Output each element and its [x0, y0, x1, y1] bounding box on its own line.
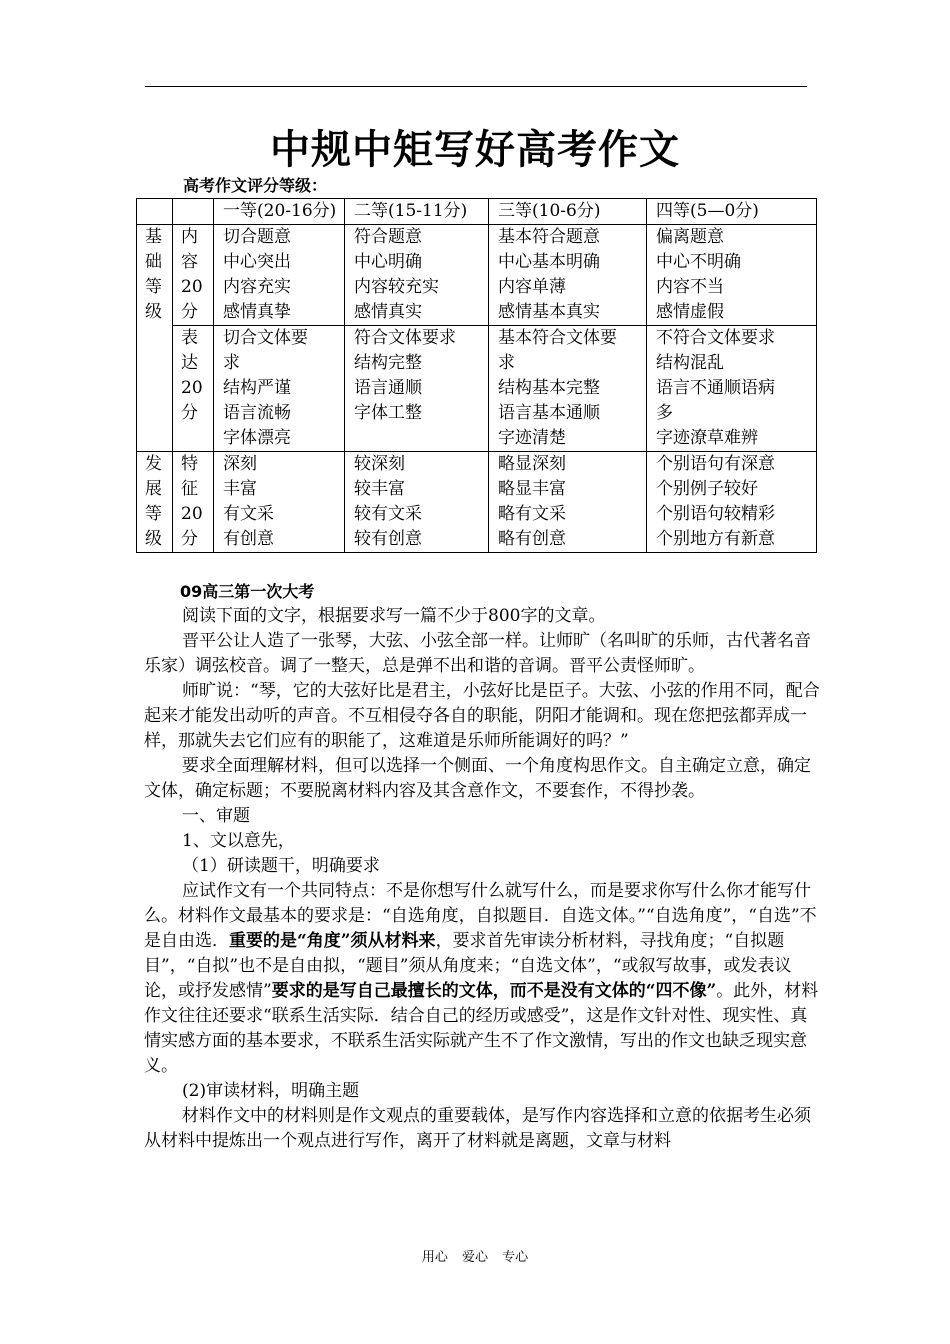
table-cell: 基本符合文体要 求 结构基本完整 语言基本通顺 字迹清楚	[489, 326, 647, 452]
article-body	[144, 579, 824, 1154]
paragraph	[144, 879, 824, 1079]
paragraph: 师旷说：“琴，它的大弦好比是君主，小弦好比是臣子。大弦、小弦的作用不同，配合起来才能发出动听的声音。不互相侵夺各自的职能，阴阳才能调和。现在您把弦都弄成一样，那就失去它们应有的职能了，这难道是乐师所能调好的吗？”	[144, 681, 820, 751]
table-cell: 符合题意 中心明确 内容较充实 感情真实	[345, 225, 489, 326]
text-run: ，要求首先审读分析材料，寻找角度；“自拟题目”，“自拟”也不是自由拟，“题目”须从角度来；“自选文体”，“或叙写故事，或发表议论，或抒发感情”	[144, 931, 792, 1001]
header-cell-empty	[173, 199, 214, 225]
paragraph: 晋平公让人造了一张琴，大弦、小弦全部一样。让师旷（名叫旷的乐师，古代著名音乐家）调弦校音。调了一整天，总是弹不出和谐的音调。晋平公责怪师旷。	[144, 631, 811, 676]
table-cell: 符合文体要求 结构完整 语言通顺 字体工整	[345, 326, 489, 452]
table-cell: 略显深刻 略显丰富 略有文采 略有创意	[489, 452, 647, 553]
table-cell: 较深刻 较丰富 较有文采 较有创意	[345, 452, 489, 553]
header-cell-grade1: 一等(20-16分)	[214, 199, 345, 225]
table-cell: 深刻 丰富 有文采 有创意	[214, 452, 345, 553]
table-header-row	[137, 199, 817, 225]
content-label: 内 容 20 分	[173, 225, 214, 326]
bold-text-run: 重要的是“角度”须从材料来	[229, 931, 436, 951]
section-heading: 一、审题	[182, 806, 250, 826]
development-level-label: 发 展 等 级	[137, 452, 173, 553]
bold-text-run: 要求的是写自己最擅长的文体，而不是没有文体的“四不像”	[271, 981, 717, 1001]
table-cell: 基本符合题意 中心基本明确 内容单薄 感情基本真实	[489, 225, 647, 326]
table-row	[137, 225, 817, 326]
text-run: 应试作文有一个共同特点：不是你想写什么就写什么，而是要求你写什么你才能写什么。材料作文最基本的要求是：“自选角度，自拟题目．自选文体。”“自选角度”，“自选”不是自由选．	[144, 881, 817, 951]
table-cell: 切合题意 中心突出 内容充实 感情真挚	[214, 225, 345, 326]
exam-heading: 09高三第一次大考	[180, 582, 315, 601]
table-cell: 不符合文体要求 结构混乱 语言不通顺语病 多 字迹潦草难辨	[647, 326, 817, 452]
table-cell: 切合文体要 求 结构严谨 语言流畅 字体漂亮	[214, 326, 345, 452]
page-footer: 用心 爱心 专心	[421, 1250, 529, 1265]
header-cell-grade4: 四等(5—0分)	[647, 199, 817, 225]
table-cell: 个别语句有深意 个别例子较好 个别语句较精彩 个别地方有新意	[647, 452, 817, 553]
feature-label: 特 征 20 分	[173, 452, 214, 553]
grading-table	[136, 198, 817, 553]
section-heading: （1）研读题干，明确要求	[182, 856, 380, 876]
header-cell-grade2: 二等(15-11分)	[345, 199, 489, 225]
page-title: 中规中矩写好高考作文	[270, 127, 680, 173]
table-caption: 高考作文评分等级：	[183, 176, 328, 195]
table-cell: 偏离题意 中心不明确 内容不当 感情虚假	[647, 225, 817, 326]
header-rule	[145, 86, 807, 87]
table-row	[137, 452, 817, 553]
section-heading: (2)审读材料，明确主题	[182, 1081, 360, 1101]
header-cell-empty	[137, 199, 173, 225]
paragraph: 材料作文中的材料则是作文观点的重要载体，是写作内容选择和立意的依据考生必须从材料中提炼出一个观点进行写作，离开了材料就是离题，文章与材料	[144, 1106, 811, 1151]
expression-label: 表 达 20 分	[173, 326, 214, 452]
header-cell-grade3: 三等(10-6分)	[489, 199, 647, 225]
paragraph: 要求全面理解材料，但可以选择一个侧面、一个角度构思作文。自主确定立意，确定文体，确定标题；不要脱离材料内容及其含意作文，不要套作，不得抄袭。	[144, 756, 811, 801]
foundation-level-label: 基 础 等 级	[137, 225, 173, 452]
section-heading: 1、文以意先，	[182, 831, 295, 851]
paragraph: 阅读下面的文字，根据要求写一篇不少于800字的文章。	[182, 606, 606, 626]
text-run: 。此外，材料作文往往还要求“联系生活实际．结合自己的经历或感受”，这是作文针对性、现实性、真情实感方面的基本要求，不联系生活实际就产生不了作文激情，写出的作文也缺乏现实意义。	[144, 981, 819, 1076]
table-row	[137, 326, 817, 452]
